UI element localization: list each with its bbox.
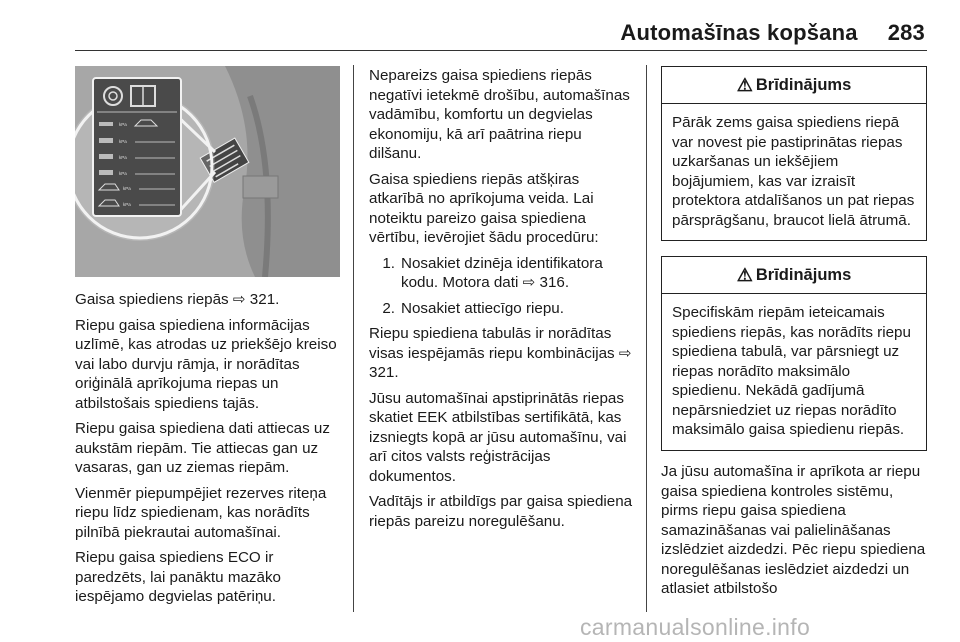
warning-header (662, 67, 926, 104)
svg-text:kPa: kPa (119, 171, 127, 176)
paragraph: Riepu spiediena tabulās ir norādītas visas iespējamās riepu kombinācijas ⇨ 321. (369, 325, 632, 381)
step-number: 1. (382, 254, 395, 272)
paragraph: Vienmēr piepumpējiet rezerves riteņa riepu līdz spiedienam, kas norādīts pilnībā piekrautai automašīnai. (75, 484, 327, 541)
column-2 (369, 66, 635, 537)
list-item (369, 254, 635, 293)
paragraph: Riepu gaisa spiediena informācijas uzlīmē, kas atrodas uz priekšējo kreiso vai labo durvju rāmja, ir norādītas oriģinālā aprīkojuma riepas un atbilstošais spiediens tajās. (75, 316, 337, 412)
paragraph: Vadītājs ir atbildīgs par gaisa spiediena riepās pareizu noregulēšanu. (369, 493, 633, 530)
warning-icon: ⚠ (736, 74, 753, 95)
paragraph: Nepareizs gaisa spiediens riepās negatīvi ietekmē drošību, automašīnas vadāmību, komfortu un degvielas ekonomiju, kā arī paātrina riepu dilšanu. (369, 67, 630, 162)
chapter-title: Automašīnas kopšana (620, 20, 858, 45)
procedure-list (369, 254, 635, 319)
column-divider-1 (353, 65, 354, 612)
svg-text:kPa: kPa (119, 122, 127, 127)
paragraph: Gaisa spiediens riepās atšķiras atkarībā no aprīkojuma veida. Lai noteiktu pareizo gaisa spiediena vērtību, ievērojiet šādu procedūru: (369, 170, 599, 246)
paragraph: Jūsu automašīnai apstiprinātās riepas skatiet EEK atbilstības sertifikātā, kas izsniegts kopā ar jūsu automašīnu, vai arī citos valsts reģistrācijas dokumentos. (369, 389, 627, 485)
column-3 (661, 462, 927, 605)
svg-text:kPa: kPa (119, 139, 127, 144)
warning-title: Brīdinājums (755, 265, 852, 284)
paragraph: Riepu gaisa spiediena dati attiecas uz aukstām riepām. Tie attiecas gan uz vasaras, gan uz ziemas riepām. (75, 420, 330, 476)
warning-title: Brīdinājums (755, 75, 852, 94)
step-text: Nosakiet attiecīgo riepu. (401, 299, 564, 317)
header-rule (75, 50, 927, 51)
step-number: 2. (382, 299, 395, 317)
svg-text:kPa: kPa (123, 202, 131, 207)
svg-text:kPa: kPa (123, 186, 131, 191)
svg-text:kPa: kPa (119, 155, 127, 160)
page-number: 283 (887, 20, 925, 45)
step-text: Nosakiet dzinēja identifikatora kodu. Motora dati ⇨ 316. (401, 254, 603, 291)
watermark: carmanualsonline.info (580, 614, 811, 640)
figure-caption: Gaisa spiediens riepās ⇨ 321. (75, 291, 280, 308)
paragraph: Riepu gaisa spiediens ECO ir paredzēts, lai panāktu mazāko iespējamo degvielas patēriņu. (75, 549, 281, 605)
warning-text: Specifiskām riepām ieteicamais spiediens riepās, kas norādīts riepu spiediena tabulā, var pārsniegt uz riepas norādīto maksimālo spiedienu. Nekādā gadījumā nepārsniedziet uz riepas norādīto maksimālo gaisa spiedienu riepās. (672, 304, 911, 438)
warning-icon: ⚠ (736, 264, 753, 285)
warning-box-2 (661, 256, 927, 451)
list-item (369, 299, 635, 319)
warning-box-1 (661, 66, 927, 241)
tyre-pressure-label-figure (75, 66, 340, 277)
tyre-pressure-label-illustration (75, 66, 340, 277)
column-divider-2 (646, 65, 647, 612)
warning-text: Pārāk zems gaisa spiediens riepā var novest pie pastiprinātas riepas uzkaršanas un iekšējiem bojājumiem, kas var izraisīt protektora atdalīšanos un pat riepas pārsprāgšanu, braucot lielā ātrumā. (672, 114, 915, 229)
paragraph: Ja jūsu automašīna ir aprīkota ar riepu gaisa spiediena kontroles sistēmu, pirms riepu gaisa spiediena samazināšanas vai palielināšanas izslēdziet aizdedzi. Pēc riepu spiediena noregulēšanas ieslēdziet aizdedzi un atlasiet atbilstošo (661, 463, 926, 597)
page-header (620, 20, 925, 46)
warning-header (662, 257, 926, 294)
column-1 (75, 290, 341, 613)
